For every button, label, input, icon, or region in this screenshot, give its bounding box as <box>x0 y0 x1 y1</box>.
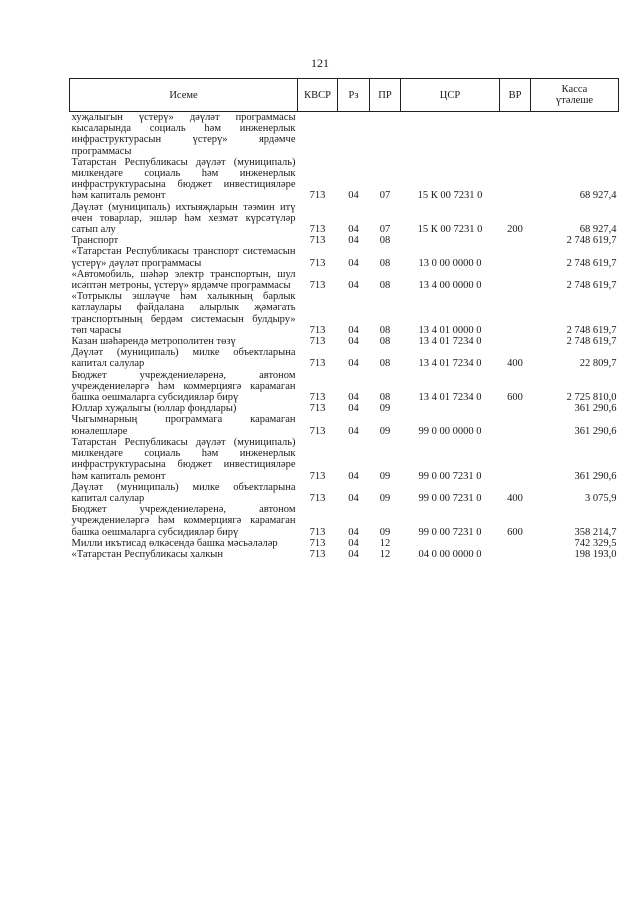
table-row <box>70 437 619 482</box>
cell-csr: 13 4 01 7234 0 <box>418 392 482 404</box>
header-kassa <box>531 79 619 112</box>
cell-pr: 08 <box>379 324 391 336</box>
cell-kvsr: 713 <box>309 403 326 415</box>
cell-amount: 198 193,0 <box>574 548 617 560</box>
cell-amount: 22 809,7 <box>579 358 617 370</box>
header-rz: Рз <box>338 79 370 112</box>
cell-rz: 04 <box>348 537 359 549</box>
cell-csr: 15 К 00 7231 0 <box>417 224 483 236</box>
cell-amount: 358 214,7 <box>574 526 617 538</box>
cell-csr: 13 4 00 0000 0 <box>418 280 482 292</box>
cell-rz: 04 <box>348 235 359 247</box>
cell-vr <box>500 269 531 291</box>
table-row <box>70 538 619 549</box>
cell-csr <box>401 403 500 414</box>
cell-kvsr: 713 <box>309 235 326 247</box>
cell-rz: 04 <box>348 403 359 415</box>
cell-name: Бюджет учреждениеләренә, автоном учреждениеләргә һәм коммерциягә карамаган башка оешмаларга субсидияләр бирү <box>71 504 296 538</box>
cell-kvsr: 713 <box>309 425 326 437</box>
cell-pr: 09 <box>379 403 391 415</box>
cell-kvsr: 713 <box>309 526 326 538</box>
header-vr: ВР <box>500 79 531 112</box>
cell-kvsr: 713 <box>309 548 326 560</box>
cell-csr: 99 0 00 7231 0 <box>418 526 482 538</box>
cell-amount: 361 290,6 <box>574 403 617 415</box>
cell-kvsr: 713 <box>309 324 326 336</box>
cell-amount: 2 748 619,7 <box>566 280 617 292</box>
cell-vr: 200 <box>507 224 523 236</box>
cell-vr <box>500 403 531 414</box>
cell-csr: 13 4 01 0000 0 <box>418 324 482 336</box>
cell-csr: 04 0 00 0000 0 <box>418 548 482 560</box>
table-row <box>70 269 619 291</box>
cell-rz: 04 <box>348 358 359 370</box>
cell-vr: 600 <box>507 526 523 538</box>
cell-pr: 08 <box>379 280 391 292</box>
cell-csr <box>401 235 500 246</box>
header-pr: ПР <box>370 79 401 112</box>
cell-kvsr: 713 <box>309 190 326 202</box>
cell-pr: 12 <box>379 537 391 549</box>
cell-pr: 08 <box>379 392 391 404</box>
cell-csr: 99 0 00 0000 0 <box>418 425 482 437</box>
cell-pr: 07 <box>379 190 391 202</box>
cell-vr: 400 <box>507 358 523 370</box>
table-body <box>70 112 619 561</box>
cell-kvsr: 713 <box>309 492 326 504</box>
cell-pr: 07 <box>379 224 391 236</box>
header-kassa-line2: үтәлеше <box>555 95 594 106</box>
cell-pr: 08 <box>379 235 391 247</box>
cell-csr: 15 К 00 7231 0 <box>417 190 483 202</box>
cell-name: Транспорт <box>71 235 119 247</box>
cell-rz: 04 <box>348 548 359 560</box>
cell-rz: 04 <box>348 280 359 292</box>
cell-name: «Татарстан Республикасы транспорт системасын үстерү» дәүләт программасы <box>71 246 296 269</box>
cell-name: Дәүләт (муниципаль) милке объектларына капитал салулар <box>71 347 296 370</box>
cell-csr: 13 4 01 7234 0 <box>418 336 482 348</box>
table-row <box>70 246 619 268</box>
cell-name: Татарстан Республикасы дәүләт (муниципаль) милкендәге социаль һәм инженерлык инфраструктурасына бюджет инвестицияләре һәм капиталь ремонт <box>71 436 296 482</box>
table-header-row <box>70 79 619 112</box>
table-row <box>70 403 619 414</box>
header-csr: ЦСР <box>401 79 500 112</box>
cell-name: Казан шәһәрендә метрополитен төзү <box>71 336 236 348</box>
cell-name: «Автомобиль, шәһәр электр транспортын, шул исәптән метроны, үстерү» ярдәмче программасы <box>71 268 296 292</box>
cell-name: «Тотрыклы эшләүче һәм халыкның барлык катлаулары файдалана алырлык җәмәгать транспортының бердәм системасын булдыру» төп чарасы <box>71 291 296 336</box>
cell-vr <box>500 157 531 202</box>
header-kvsr: КВСР <box>298 79 338 112</box>
cell-amount: 68 927,4 <box>579 224 617 236</box>
cell-kvsr: 713 <box>309 224 326 236</box>
cell-pr: 12 <box>379 548 391 560</box>
cell-pr <box>370 112 401 157</box>
table-row <box>70 291 619 336</box>
cell-kvsr: 713 <box>309 392 326 404</box>
page-number: 121 <box>311 56 329 70</box>
cell-kvsr: 713 <box>309 537 326 549</box>
cell-amount: 2 725 810,0 <box>566 392 617 404</box>
cell-pr: 09 <box>379 526 391 538</box>
cell-amount: 68 927,4 <box>579 190 617 202</box>
cell-rz: 04 <box>348 526 359 538</box>
cell-kvsr: 713 <box>309 336 326 348</box>
cell-vr <box>500 246 531 268</box>
cell-kvsr: 713 <box>309 358 326 370</box>
table-row <box>70 336 619 347</box>
cell-pr: 09 <box>379 492 391 504</box>
cell-pr: 08 <box>379 358 391 370</box>
cell-kvsr <box>298 112 338 157</box>
cell-pr: 08 <box>379 257 391 269</box>
cell-amount: 361 290,6 <box>574 425 617 437</box>
cell-pr: 09 <box>379 425 391 437</box>
table-row <box>70 157 619 202</box>
cell-vr: 400 <box>507 492 523 504</box>
cell-vr <box>500 538 531 549</box>
table-row <box>70 347 619 369</box>
table-row <box>70 414 619 436</box>
cell-kvsr: 713 <box>309 280 326 292</box>
cell-csr <box>401 538 500 549</box>
cell-csr: 99 0 00 7231 0 <box>418 470 482 482</box>
cell-kvsr: 713 <box>309 257 326 269</box>
cell-amount: 2 748 619,7 <box>566 235 617 247</box>
cell-vr <box>500 414 531 436</box>
cell-rz: 04 <box>348 425 359 437</box>
budget-execution-table <box>69 78 619 560</box>
cell-rz: 04 <box>348 224 359 236</box>
cell-vr <box>500 549 531 560</box>
table-row <box>70 482 619 504</box>
cell-name: Юллар хуҗалыгы (юллар фондлары) <box>71 403 237 415</box>
cell-rz: 04 <box>348 470 359 482</box>
cell-rz: 04 <box>348 190 359 202</box>
cell-name: «Татарстан Республикасы халкын <box>71 548 223 560</box>
cell-csr: 13 0 00 0000 0 <box>418 257 482 269</box>
cell-csr: 99 0 00 7231 0 <box>418 492 482 504</box>
cell-vr: 600 <box>507 392 523 404</box>
cell-rz: 04 <box>348 257 359 269</box>
cell-name: Татарстан Республикасы дәүләт (муниципаль) милкендәге социаль һәм инженерлык инфраструктурасына бюджет инвестицияләре һәм капиталь ремонт <box>71 156 296 202</box>
header-kassa-line1: Касса <box>561 84 588 95</box>
cell-pr: 09 <box>379 470 391 482</box>
cell-amount: 2 748 619,7 <box>566 324 617 336</box>
cell-amount: 2 748 619,7 <box>566 336 617 348</box>
cell-kvsr: 713 <box>309 470 326 482</box>
cell-name: Милли икътисад өлкәсендә башка мәсьәләләр <box>71 537 278 549</box>
cell-amount: 361 290,6 <box>574 470 617 482</box>
table-row <box>70 202 619 236</box>
cell-rz <box>338 112 370 157</box>
cell-vr <box>500 112 531 157</box>
cell-name: Чыгымнарның программага карамаган юнәлешләре <box>71 414 296 437</box>
cell-name: Дәүләт (муниципаль) милке объектларына капитал салулар <box>71 481 296 504</box>
table-row <box>70 112 619 157</box>
cell-csr: 13 4 01 7234 0 <box>418 358 482 370</box>
cell-pr: 08 <box>379 336 391 348</box>
header-name: Исеме <box>70 79 298 112</box>
cell-name: хуҗалыгын үстерү» дәүләт программасы кысаларында социаль һәм инженерлык инфраструктурасын үстерү» ярдәмче программасы <box>71 112 296 157</box>
cell-vr <box>500 336 531 347</box>
cell-vr <box>500 437 531 482</box>
cell-name: Бюджет учреждениеләренә, автоном учреждениеләргә һәм коммерциягә карамаган башка оешмаларга субсидияләр бирү <box>71 369 296 404</box>
cell-name: Дәүләт (муниципаль) ихтыяҗларын тәэмин итү өчен товарлар, эшләр һәм хезмәт күрсәтүләр сатып алу <box>71 201 296 236</box>
table-row <box>70 370 619 404</box>
cell-rz: 04 <box>348 324 359 336</box>
cell-rz: 04 <box>348 492 359 504</box>
table-row <box>70 549 619 560</box>
table-row <box>70 235 619 246</box>
cell-amount: 742 329,5 <box>574 537 617 549</box>
cell-vr <box>500 235 531 246</box>
cell-rz: 04 <box>348 392 359 404</box>
cell-rz: 04 <box>348 336 359 348</box>
cell-amount: 3 075,9 <box>585 492 617 504</box>
cell-vr <box>500 291 531 336</box>
cell-csr <box>401 112 500 157</box>
cell-amount: 2 748 619,7 <box>566 257 617 269</box>
table-row <box>70 504 619 538</box>
cell-amount <box>531 112 619 157</box>
